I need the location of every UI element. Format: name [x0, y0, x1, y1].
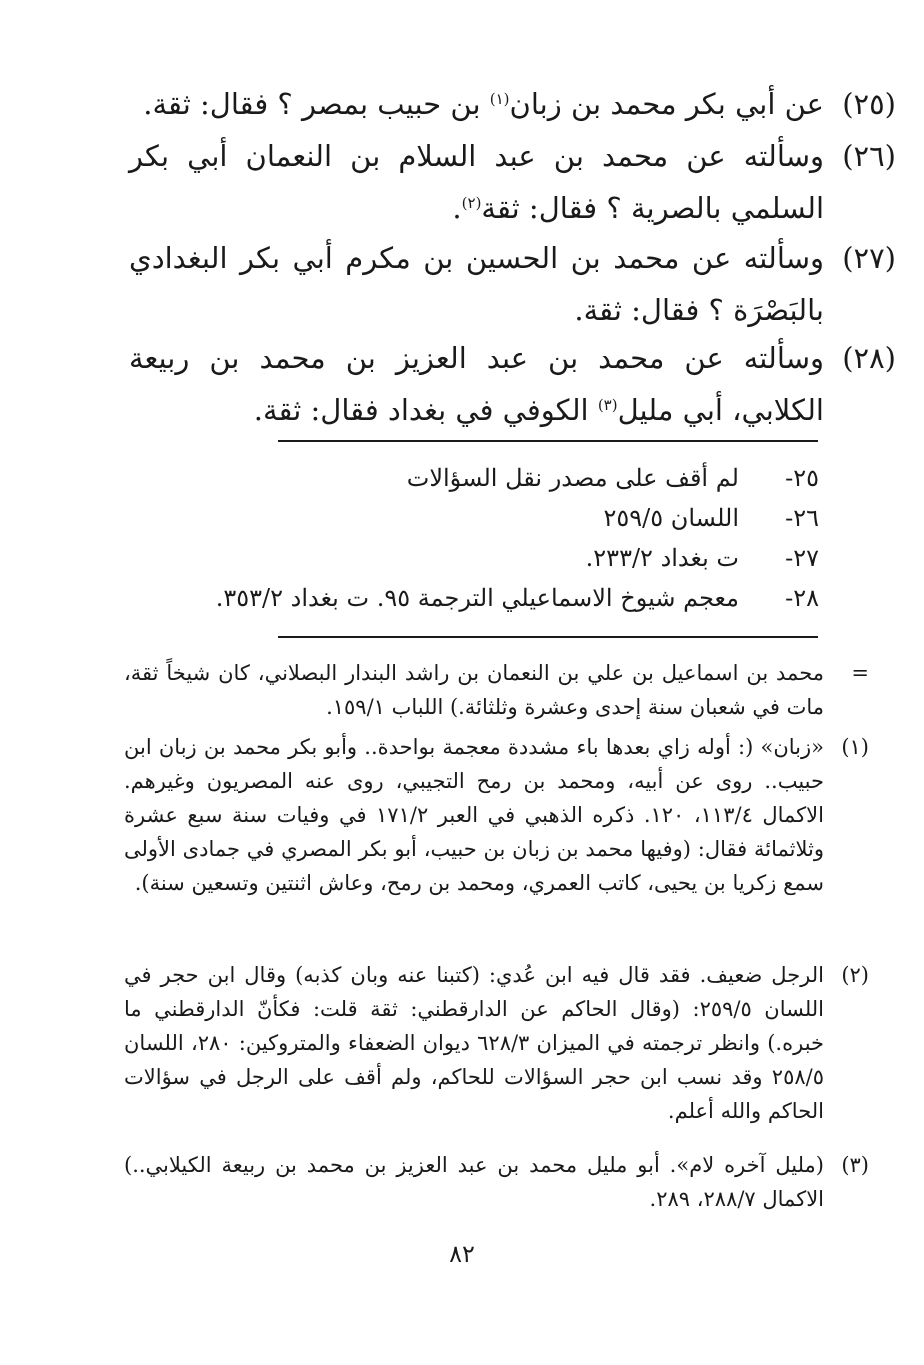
source-text: ت بغداد ٢٣٣/٢. — [585, 544, 739, 572]
footnote-number: (٣) — [841, 1153, 869, 1177]
entry-27 — [129, 232, 896, 336]
entry-number: (٢٨) — [842, 341, 896, 375]
footnote-ref: (١) — [489, 90, 510, 108]
footnote-number: (٢) — [841, 963, 869, 987]
footnote-text: (مليل آخره لام». أبو مليل محمد بن عبد العزيز بن محمد بن ربيعة الكيلابي..) الاكمال ٢٨٨/٧، ٢٨٩. — [124, 1153, 824, 1211]
source-text: معجم شيوخ الاسماعيلي الترجمة ٩٥. ت بغداد ٣٥٣/٢. — [215, 584, 739, 612]
source-text: لم أقف على مصدر نقل السؤالات — [406, 464, 739, 492]
entry-text: وسألته عن محمد بن عبد العزيز بن محمد بن ربيعة الكلابي، أبي مليل — [129, 341, 824, 427]
entry-text-cont: . — [452, 191, 462, 225]
entry-number: (٢٦) — [842, 139, 896, 173]
source-number: ٢٨- — [785, 584, 819, 612]
entry-number: (٢٧) — [842, 241, 896, 275]
entry-28 — [129, 332, 896, 441]
footnote-3 — [124, 1148, 869, 1216]
footnote-continued — [124, 656, 869, 724]
divider-rule — [278, 440, 818, 442]
source-25 — [0, 458, 924, 498]
divider-rule — [278, 636, 818, 638]
entry-text-cont: الكوفي في بغداد فقال: ثقة. — [253, 393, 598, 427]
source-26 — [0, 498, 924, 538]
page-number: ٨٢ — [449, 1240, 475, 1268]
entry-text: عن أبي بكر محمد بن زبان — [509, 87, 824, 121]
source-27 — [0, 538, 924, 578]
footnote-number: (١) — [841, 735, 869, 759]
source-text: اللسان ٢٥٩/٥ — [603, 504, 739, 532]
entry-text: وسألته عن محمد بن عبد السلام بن النعمان أبي بكر السلمي بالصرية ؟ فقال: ثقة — [129, 139, 824, 225]
source-number: ٢٥- — [785, 464, 819, 492]
footnote-text: محمد بن اسماعيل بن علي بن النعمان بن راشد البندار البصلاني، كان شيخاً ثقة، مات في شعبان سنة إحدى وعشرة وثلثائة.) اللباب ١٥٩/١. — [124, 661, 824, 719]
continuation-mark: = — [851, 661, 869, 685]
source-number: ٢٧- — [785, 544, 819, 572]
footnote-text: الرجل ضعيف. فقد قال فيه ابن عُدي: (كتبنا عنه وبان كذبه) وقال ابن حجر في اللسان ٢٥٩/٥: (وقال الحاكم عن الدارقطني: ثقة قلت: فكأنّ الدارقطني ما خبره.) وانظر ترجمته في الميزان ٦٢٨/٣ ديوان الضعفاء والمتروكين: ٢٨٠، اللسان ٢٥٨/٥ وقد نسب ابن حجر السؤالات للحاكم، ولم أقف على الرجل في سؤالات الحاكم والله أعلم. — [124, 963, 825, 1123]
footnote-ref: (٢) — [461, 194, 482, 212]
entry-25 — [129, 78, 896, 135]
footnote-1 — [124, 730, 869, 900]
footnote-text: «زبان» (: أوله زاي بعدها باء مشددة معجمة بواحدة.. وأبو بكر محمد بن زبان ابن حبيب.. روى عن أبيه، ومحمد بن رمح التجيبي، روى عنه المصريون وغيرهم. الاكمال ١١٣/٤، ١٢٠. ذكره الذهبي في العبر ١٧١/٢ في وفيات سنة سبع عشرة وثلاثمائة فقال: (وفيها محمد بن زبان بن حبيب، أبو بكر المصري في جمادى الأولى سمع زكريا بن يحيى، كاتب العمري، ومحمد بن رمح، وعاش اثنتين وتسعين سنة). — [124, 735, 824, 895]
entry-text: وسألته عن محمد بن الحسين بن مكرم أبي بكر البغدادي بالبَصْرَة ؟ فقال: ثقة. — [129, 241, 824, 327]
source-number: ٢٦- — [785, 504, 819, 532]
entry-number: (٢٥) — [842, 87, 896, 121]
entry-text-cont: بن حبيب بمصر ؟ فقال: ثقة. — [143, 87, 490, 121]
entry-26 — [129, 130, 896, 239]
source-28 — [0, 578, 924, 618]
footnote-2 — [124, 958, 869, 1128]
footnote-ref: (٣) — [597, 396, 618, 414]
